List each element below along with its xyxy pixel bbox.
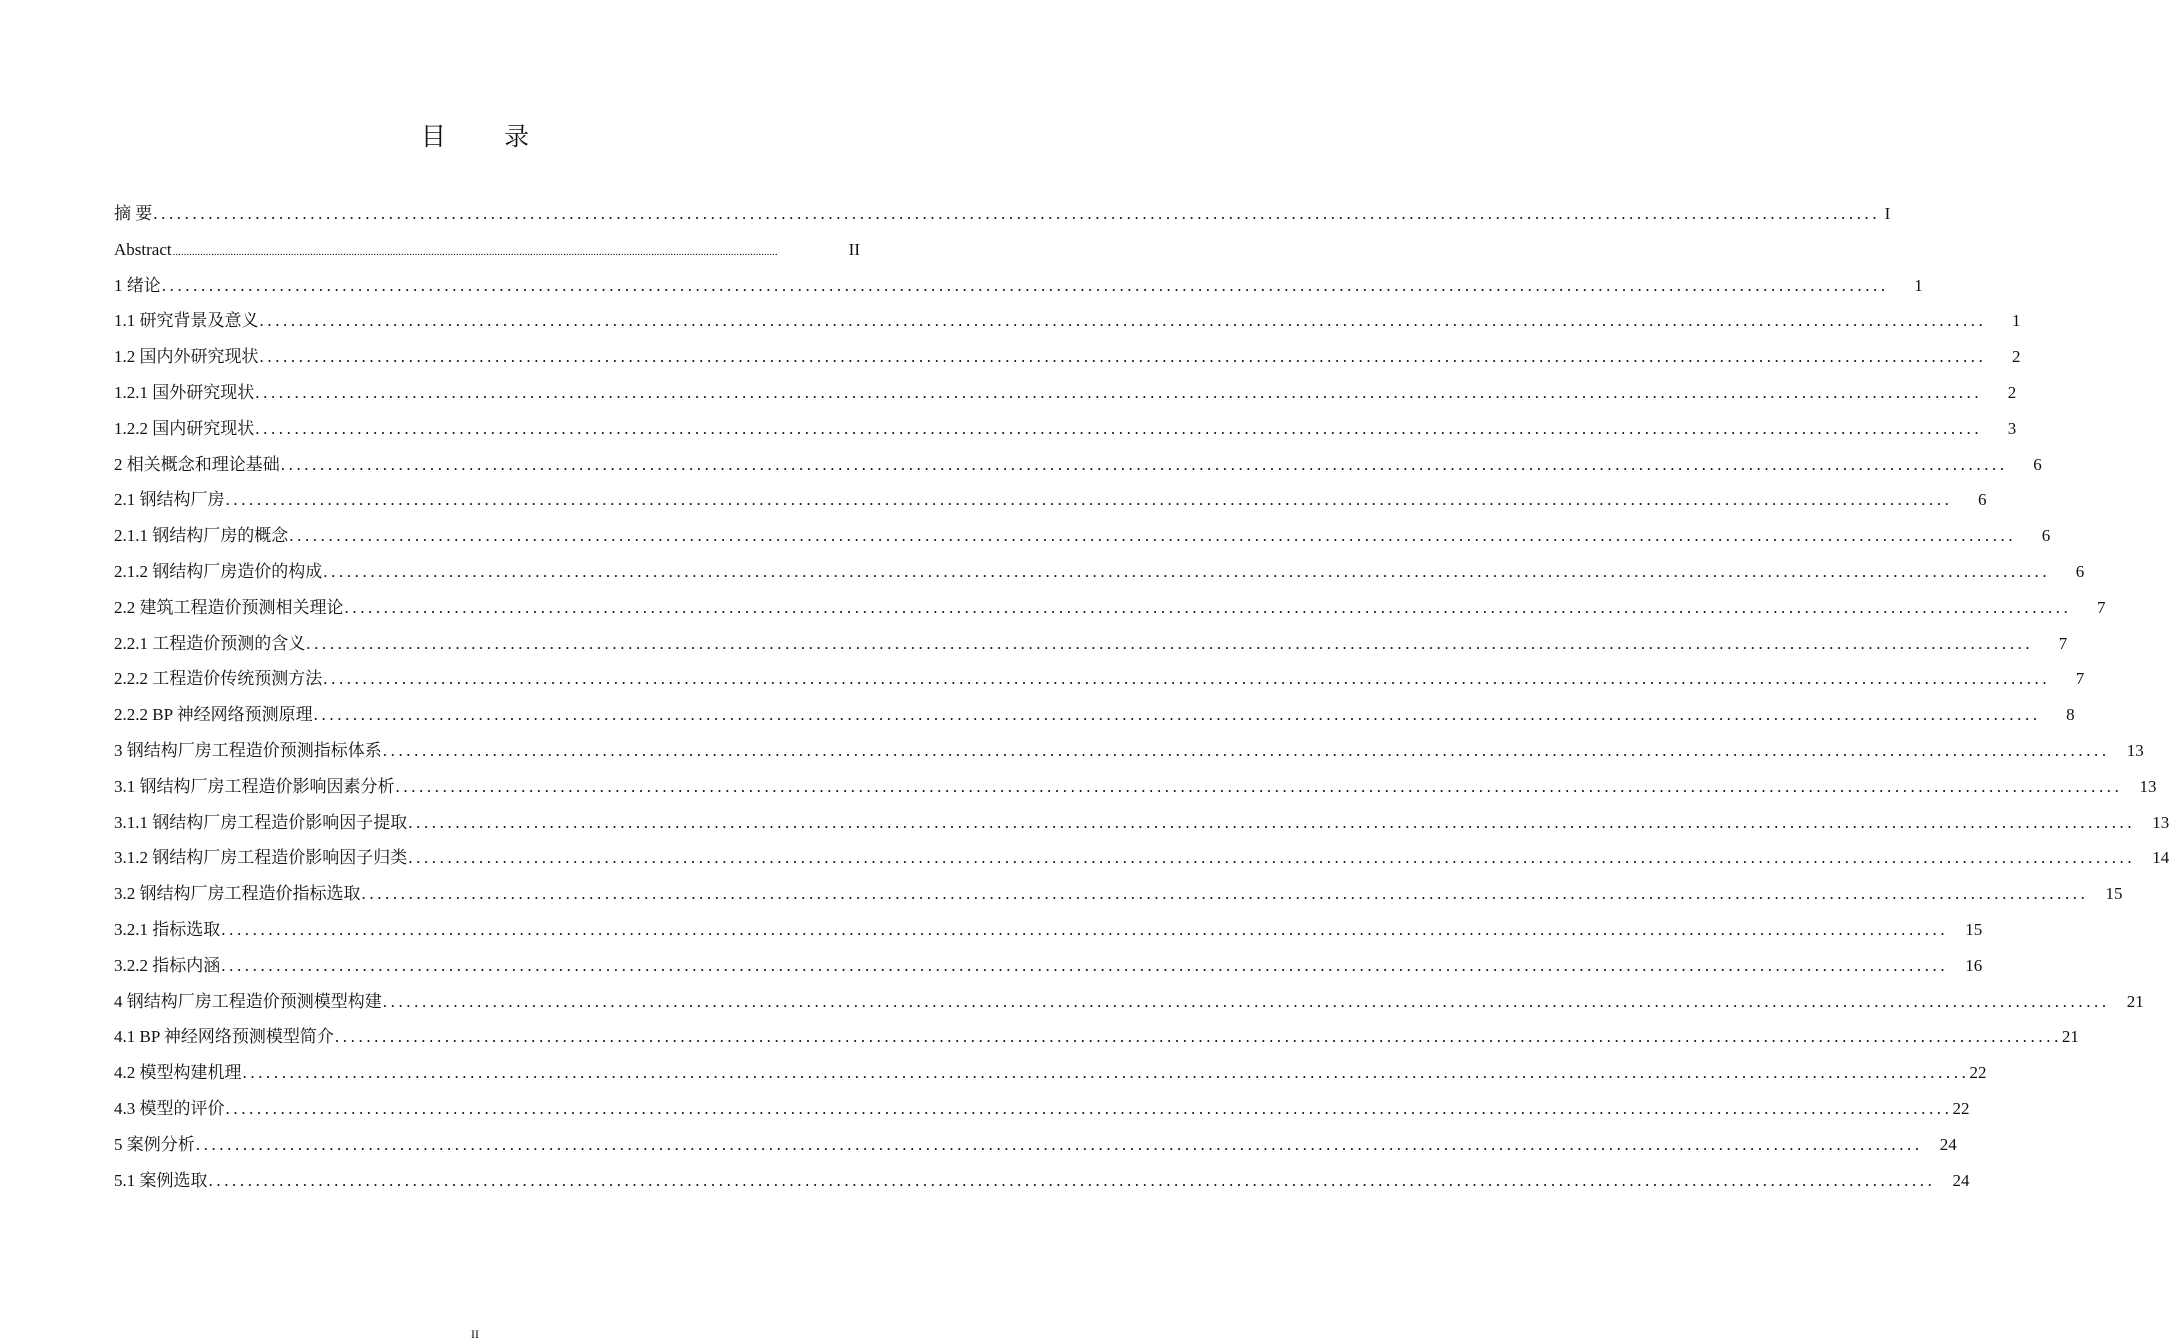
toc-entry-label: 2.1.2 钢结构厂房造价的构成: [114, 561, 323, 581]
toc-entry-label: 3 钢结构厂房工程造价预测指标体系: [114, 740, 382, 760]
toc-dot-leader: ............................................................................................................................................................................................................................: [323, 669, 2051, 689]
toc-entry[interactable]: [114, 482, 1987, 518]
toc-entry-label: 2.2.1 工程造价预测的含义: [114, 633, 306, 653]
toc-entry-label: 3.2.2 指标内涵: [114, 955, 221, 975]
toc-entry-label: 1.1 研究背景及意义: [114, 311, 259, 331]
toc-entry-page: 21: [2061, 1027, 2079, 1047]
toc-entry-label: 5.1 案例选取: [114, 1170, 208, 1190]
table-of-contents: [114, 196, 2169, 1198]
toc-entry-page: 22: [1952, 1098, 1970, 1118]
toc-dot-leader: ............................................................................................................................................................................................................................: [225, 490, 1953, 510]
toc-dot-leader: ............................................................................................................................................................................................................................: [259, 347, 1987, 367]
page-number: II: [471, 1327, 479, 1341]
toc-entry-page: 6: [2033, 454, 2042, 474]
toc-entry-label: 1 绪论: [114, 275, 161, 295]
toc-dot-leader: ............................................................................................................................................................................................................................: [344, 597, 2072, 617]
toc-entry-label: 2 相关概念和理论基础: [114, 454, 280, 474]
toc-dot-leader: ............................................................................................................................................................................................................................: [408, 848, 2136, 868]
toc-entry[interactable]: [114, 1091, 1970, 1127]
toc-entry-page: 16: [1965, 955, 1983, 975]
toc-entry[interactable]: [114, 948, 1983, 984]
toc-entry-page: 3: [2007, 418, 2017, 438]
toc-dot-leader: ............................................................................................................................................................................................................................: [255, 418, 1983, 438]
toc-dot-leader: ............................................................................................................................................................................................................................: [161, 275, 1889, 295]
toc-entry-label: 3.1.2 钢结构厂房工程造价影响因子归类: [114, 848, 408, 868]
toc-entry-label: 1.2.2 国内研究现状: [114, 418, 255, 438]
toc-dot-leader: ............................................................................................................................................................................................................................: [221, 955, 1949, 975]
toc-dot-leader: ............................................................................................................................................................................................................................: [280, 454, 2008, 474]
toc-entry-page: 24: [1939, 1134, 1957, 1154]
toc-dot-leader: ............................................................................................................................................................................................................................: [289, 526, 2017, 546]
toc-entry[interactable]: [114, 733, 2144, 769]
toc-entry-page: 2: [2007, 382, 2017, 402]
toc-entry[interactable]: [114, 268, 1923, 304]
toc-entry-page: 21: [2126, 991, 2144, 1011]
toc-dot-leader: ............................................................................................................................................................................................................................: [259, 311, 1987, 331]
toc-entry[interactable]: [114, 554, 2085, 590]
toc-entry[interactable]: [114, 196, 1891, 232]
toc-entry-label: 4.3 模型的评价: [114, 1098, 225, 1118]
toc-dot-leader: ............................................................................................................................................................................................................................: [408, 812, 2136, 832]
toc-dot-leader: ............................................................................................................................................................................................................................: [306, 633, 2034, 653]
toc-entry-page: 14: [2152, 848, 2169, 868]
toc-entry[interactable]: [114, 232, 860, 268]
toc-entry-page: 24: [1952, 1170, 1970, 1190]
toc-dot-leader: ............................................................................................................................................................................................................................: [334, 1027, 2062, 1047]
toc-entry-label: 4.2 模型构建机理: [114, 1063, 242, 1083]
toc-entry[interactable]: [114, 876, 2123, 912]
toc-entry-label: 2.2 建筑工程造价预测相关理论: [114, 597, 344, 617]
toc-entry[interactable]: [114, 1019, 2079, 1055]
toc-entry-label: 4.1 BP 神经网络预测模型简介: [114, 1027, 334, 1047]
toc-entry-label: 1.2 国内外研究现状: [114, 347, 259, 367]
toc-entry-label: Abstract: [114, 239, 172, 259]
toc-entry-page: 15: [2105, 884, 2123, 904]
toc-entry-page: 6: [2075, 561, 2085, 581]
toc-entry[interactable]: [114, 984, 2144, 1020]
toc-dot-leader: ............................................................................................................................................................................................................................: [225, 1098, 1953, 1118]
toc-entry[interactable]: [114, 912, 1983, 948]
toc-entry-label: 2.1.1 钢结构厂房的概念: [114, 526, 289, 546]
toc-entry[interactable]: [114, 447, 2042, 483]
toc-entry[interactable]: [114, 303, 2021, 339]
toc-entry-page: 22: [1969, 1063, 1987, 1083]
toc-entry[interactable]: [114, 840, 2169, 876]
toc-entry-page: 2: [2012, 347, 2021, 367]
toc-entry-page: II: [848, 239, 860, 259]
toc-entry[interactable]: [114, 375, 2017, 411]
toc-entry-label: 2.1 钢结构厂房: [114, 490, 225, 510]
toc-entry[interactable]: [114, 339, 2021, 375]
toc-entry[interactable]: [114, 411, 2017, 447]
toc-entry[interactable]: [114, 805, 2169, 841]
toc-dot-leader: ............................................................................................................................................................................................................................: [382, 740, 2110, 760]
toc-entry[interactable]: [114, 1055, 1987, 1091]
toc-dot-leader: ............................................................................................................................................................................................................................: [221, 919, 1949, 939]
toc-dot-leader: ............................................................................................................................................................................................................................: [172, 245, 778, 258]
toc-entry-page: 13: [2126, 740, 2144, 760]
toc-entry-label: 4 钢结构厂房工程造价预测模型构建: [114, 991, 382, 1011]
toc-entry-page: 1: [1914, 275, 1923, 295]
toc-dot-leader: ............................................................................................................................................................................................................................: [195, 1134, 1923, 1154]
toc-dot-leader: ............................................................................................................................................................................................................................: [255, 382, 1983, 402]
toc-entry-page: 7: [2075, 669, 2085, 689]
toc-entry[interactable]: [114, 769, 2157, 805]
toc-entry[interactable]: [114, 1163, 1970, 1199]
toc-entry-page: 15: [1965, 919, 1983, 939]
toc-entry-page: 6: [1978, 490, 1987, 510]
toc-dot-leader: ............................................................................................................................................................................................................................: [242, 1063, 1970, 1083]
toc-entry-label: 3.2 钢结构厂房工程造价指标选取: [114, 884, 361, 904]
toc-entry-page: 7: [2097, 597, 2106, 617]
toc-entry-label: 2.2.2 BP 神经网络预测原理: [114, 705, 313, 725]
toc-dot-leader: ............................................................................................................................................................................................................................: [153, 204, 1881, 223]
toc-entry-page: 13: [2139, 776, 2157, 796]
toc-dot-leader: ............................................................................................................................................................................................................................: [395, 776, 2123, 796]
toc-entry-label: 摘 要: [114, 204, 153, 223]
toc-dot-leader: ............................................................................................................................................................................................................................: [361, 884, 2089, 904]
toc-entry-label: 3.2.1 指标选取: [114, 919, 221, 939]
toc-dot-leader: ............................................................................................................................................................................................................................: [382, 991, 2110, 1011]
toc-entry-page: I: [1884, 204, 1891, 223]
page-title: 目 录: [420, 124, 556, 151]
toc-entry[interactable]: [114, 661, 2085, 697]
toc-entry[interactable]: [114, 626, 2068, 662]
toc-entry-label: 3.1.1 钢结构厂房工程造价影响因子提取: [114, 812, 408, 832]
toc-entry[interactable]: [114, 697, 2075, 733]
toc-dot-leader: ............................................................................................................................................................................................................................: [323, 561, 2051, 581]
toc-entry[interactable]: [114, 590, 2106, 626]
toc-entry-page: 7: [2058, 633, 2068, 653]
toc-entry-page: 1: [2012, 311, 2021, 331]
toc-entry[interactable]: [114, 1127, 1957, 1163]
toc-entry-label: 3.1 钢结构厂房工程造价影响因素分析: [114, 776, 395, 796]
toc-entry-label: 1.2.1 国外研究现状: [114, 382, 255, 402]
toc-entry-page: 8: [2066, 705, 2075, 725]
toc-entry-page: 13: [2152, 812, 2169, 832]
toc-dot-leader: ............................................................................................................................................................................................................................: [208, 1170, 1936, 1190]
toc-dot-leader: ............................................................................................................................................................................................................................: [313, 705, 2041, 725]
toc-entry-label: 5 案例分析: [114, 1134, 195, 1154]
toc-entry[interactable]: [114, 518, 2051, 554]
toc-entry-page: 6: [2041, 526, 2051, 546]
toc-entry-label: 2.2.2 工程造价传统预测方法: [114, 669, 323, 689]
